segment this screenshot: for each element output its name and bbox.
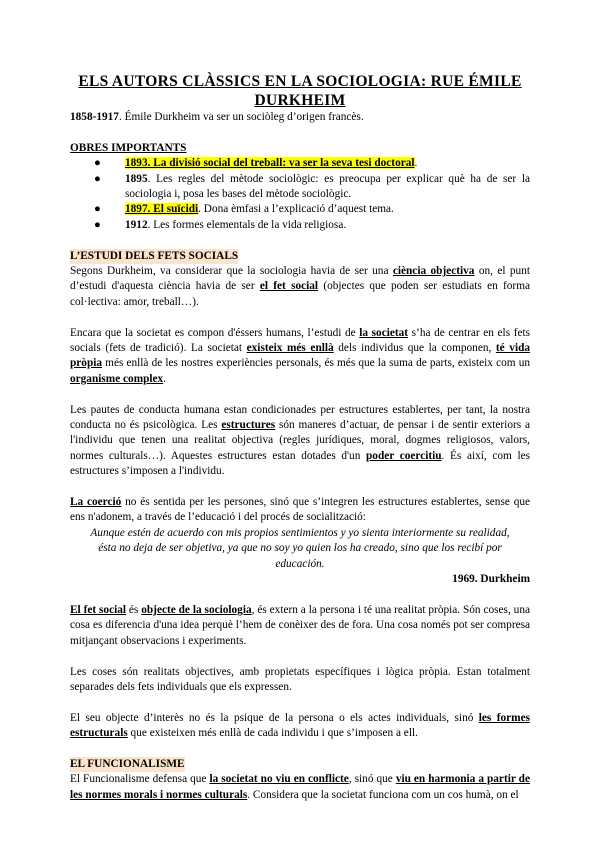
list-item [94, 218, 530, 233]
work-year: 1912 [125, 218, 148, 231]
text-run: on, el punt d’estudi d'aquesta ciència havia de ser [70, 265, 530, 293]
work-year: 1895 [125, 172, 148, 185]
key-term: té vida pròpia [70, 342, 531, 370]
paragraph: Les coses són realitats objectives, amb propietats específiques i lògica pròpia. Estan totalment separades dels fets individuals que els expressen. [70, 665, 530, 693]
bullet-icon: ● [94, 172, 101, 185]
text-run: Les pautes de conducta humana estan condicionades per estructures establertes, per tant, la nostra conducta no és psicològica. Les [70, 403, 530, 432]
list-item [94, 202, 530, 217]
bullet-icon: ● [94, 203, 101, 216]
list-item [94, 172, 530, 203]
key-term: viu en harmonia a partir de les normes morals i normes culturals [70, 773, 530, 801]
work-text: . Dona èmfasi a l’explicació d’aquest tema. [198, 203, 394, 216]
text-run: . És així, com les estructures s’imposen a l'individu. [70, 449, 531, 478]
quote-source: 1969. Durkheim [452, 573, 530, 586]
key-term: les formes estructurals [70, 711, 530, 740]
paragraph [70, 711, 530, 742]
text-run: Segons Durkheim, va considerar que la sociologia havia de ser una [70, 265, 393, 278]
quote: Aunque estén de acuerdo con mis propios sentimientos y yo sienta interiormente su realidad, ésta no deja de ser objetiva, ya que no soy yo quien los ha creado, sino que los recibí por educación. [90, 526, 510, 570]
text-run: són maneres d’actuar, de pensar i de sentir exteriors a l'individu que tenen una realitat objectiva (regles jurídiques, moral, dogmes religiosos, valors, normes culturals…). Aquestes estructures estan dotades d'un [70, 419, 531, 462]
key-term: poder coercitiu [366, 449, 442, 462]
text-run: més enllà de les nostres experiències personals, és més que la suma de parts, existeix com un [102, 357, 530, 370]
key-term: estructures [221, 419, 276, 432]
works-list [70, 156, 530, 233]
text-run: (objectes que poden ser estudiats en forma col·lectiva: amor, treball…). [70, 280, 530, 308]
key-term: la societat no viu en conflicte [209, 773, 349, 786]
text-run: El seu objecte d’interès no és la psique de la persona o els actes individuals, sinó [70, 711, 479, 724]
paragraph [70, 603, 530, 649]
section-heading-fets-socials: L’ESTUDI DELS FETS SOCIALS [70, 249, 238, 264]
text-run: Encara que la societat es compon d'éssers humans, l’estudi de [70, 326, 360, 339]
text-run: s’ha de centrar en els fets socials (fets de tradició). La societat [70, 326, 531, 355]
bullet-icon: ● [94, 218, 101, 231]
work-title: 1893. La divisió social del treball: va ser la seva tesi doctoral [125, 157, 415, 170]
text-run: , sinó que [348, 773, 396, 786]
work-title: 1897. El suïcidi [125, 203, 199, 216]
bullet-icon: ● [94, 157, 101, 170]
text-run: El Funcionalisme defensa que [70, 773, 210, 786]
intro-years: 1858-1917 [70, 111, 119, 123]
document-title: ELS AUTORS CLÀSSICS EN LA SOCIOLOGIA: RUE ÉMILE DURKHEIM [78, 73, 522, 109]
text-run: dels individus que la componen, [333, 342, 496, 355]
intro-paragraph [70, 110, 530, 125]
paragraph [70, 264, 530, 310]
key-term: El fet social [70, 603, 127, 616]
key-term: el fet social [259, 280, 319, 293]
paragraph [70, 403, 530, 480]
text-run: no és sentida per les persones, sinó que s’integren les estructures establertes, sense que ens n'adonem, a través de l’educació i del procés de socialització: [70, 496, 531, 524]
paragraph [70, 326, 530, 388]
list-item [94, 156, 530, 171]
work-text: . [414, 157, 418, 170]
work-text: . Les regles del mètode sociològic: es preocupa per explicar què ha de ser la sociologia i, posa les bases del mètode sociològic. [125, 172, 530, 201]
key-term: organisme complex [70, 372, 164, 385]
text-run: que existeixen més enllà de cada individu i que s’imposen a ell. [127, 727, 418, 740]
paragraph [70, 495, 530, 526]
key-term: existeix més enllà [246, 342, 334, 355]
key-term: objecte de la sociologia [141, 603, 252, 616]
paragraph [70, 772, 530, 803]
key-term: ciència objectiva [392, 265, 475, 278]
section-heading-funcionalisme: EL FUNCIONALISME [70, 757, 185, 772]
key-term: la societat [359, 326, 409, 339]
work-text: . Les formes elementals de la vida religiosa. [147, 218, 347, 231]
key-term: La coerció [70, 496, 122, 509]
intro-text: . Émile Durkheim va ser un sociòleg d’origen francès. [118, 111, 364, 123]
text-run: , és extern a la persona i té una realitat pròpia. Són coses, una cosa es diferencia d'una idea perquè l’hem de conèixer des de fora. Una cosa només pot ser compresa mitjançant observacions i experiments. [70, 603, 530, 647]
text-run: . [163, 372, 167, 385]
text-run: . Considera que la societat funciona com un cos humà, on el [247, 788, 519, 801]
text-run: és [126, 603, 142, 616]
works-heading: OBRES IMPORTANTS [70, 141, 187, 154]
